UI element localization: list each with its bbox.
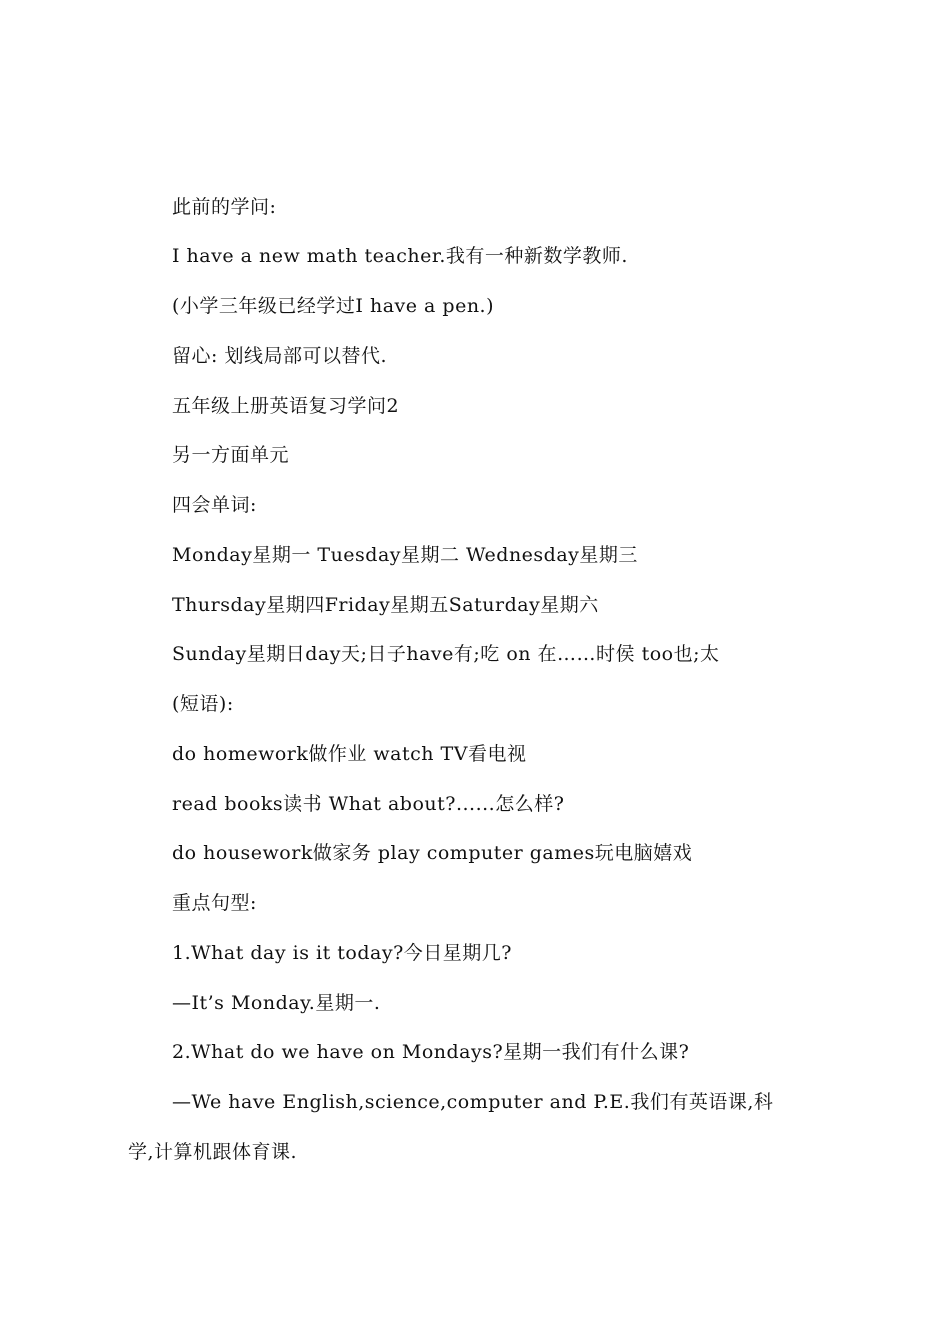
text-line: 学,计算机跟体育课. <box>128 1141 298 1163</box>
text-line: Thursday星期四Friday星期五Saturday星期六 <box>172 594 599 616</box>
text-line: (短语): <box>172 693 234 715</box>
text-line: —It’s Monday.星期一. <box>172 992 381 1014</box>
text-line: Monday星期一 Tuesday星期二 Wednesday星期三 <box>172 544 638 566</box>
text-line: do housework做家务 play computer games玩电脑嬉戏 <box>172 842 693 864</box>
text-line: 此前的学问: <box>172 196 277 218</box>
text-line: Sunday星期日day天;日子have有;吃 on 在……时侯 too也;太 <box>172 643 720 665</box>
text-line: do homework做作业 watch TV看电视 <box>172 743 527 765</box>
text-line: read books读书 What about?......怎么样? <box>172 793 565 815</box>
text-line: —We have English,science,computer and P.E.我们有英语课,科 <box>172 1091 774 1113</box>
text-line: 五年级上册英语复习学问2 <box>172 395 400 417</box>
text-line: (小学三年级已经学过I have a pen.) <box>172 295 495 317</box>
text-line: 1.What day is it today?今日星期几? <box>172 942 512 964</box>
text-line: 2.What do we have on Mondays?星期一我们有什么课? <box>172 1041 690 1063</box>
text-line: 四会单词: <box>172 494 257 516</box>
text-line: 另一方面单元 <box>172 444 290 466</box>
text-line: 留心: 划线局部可以替代. <box>172 345 387 367</box>
text-line: I have a new math teacher.我有一种新数学教师. <box>172 245 628 267</box>
text-line: 重点句型: <box>172 892 257 914</box>
